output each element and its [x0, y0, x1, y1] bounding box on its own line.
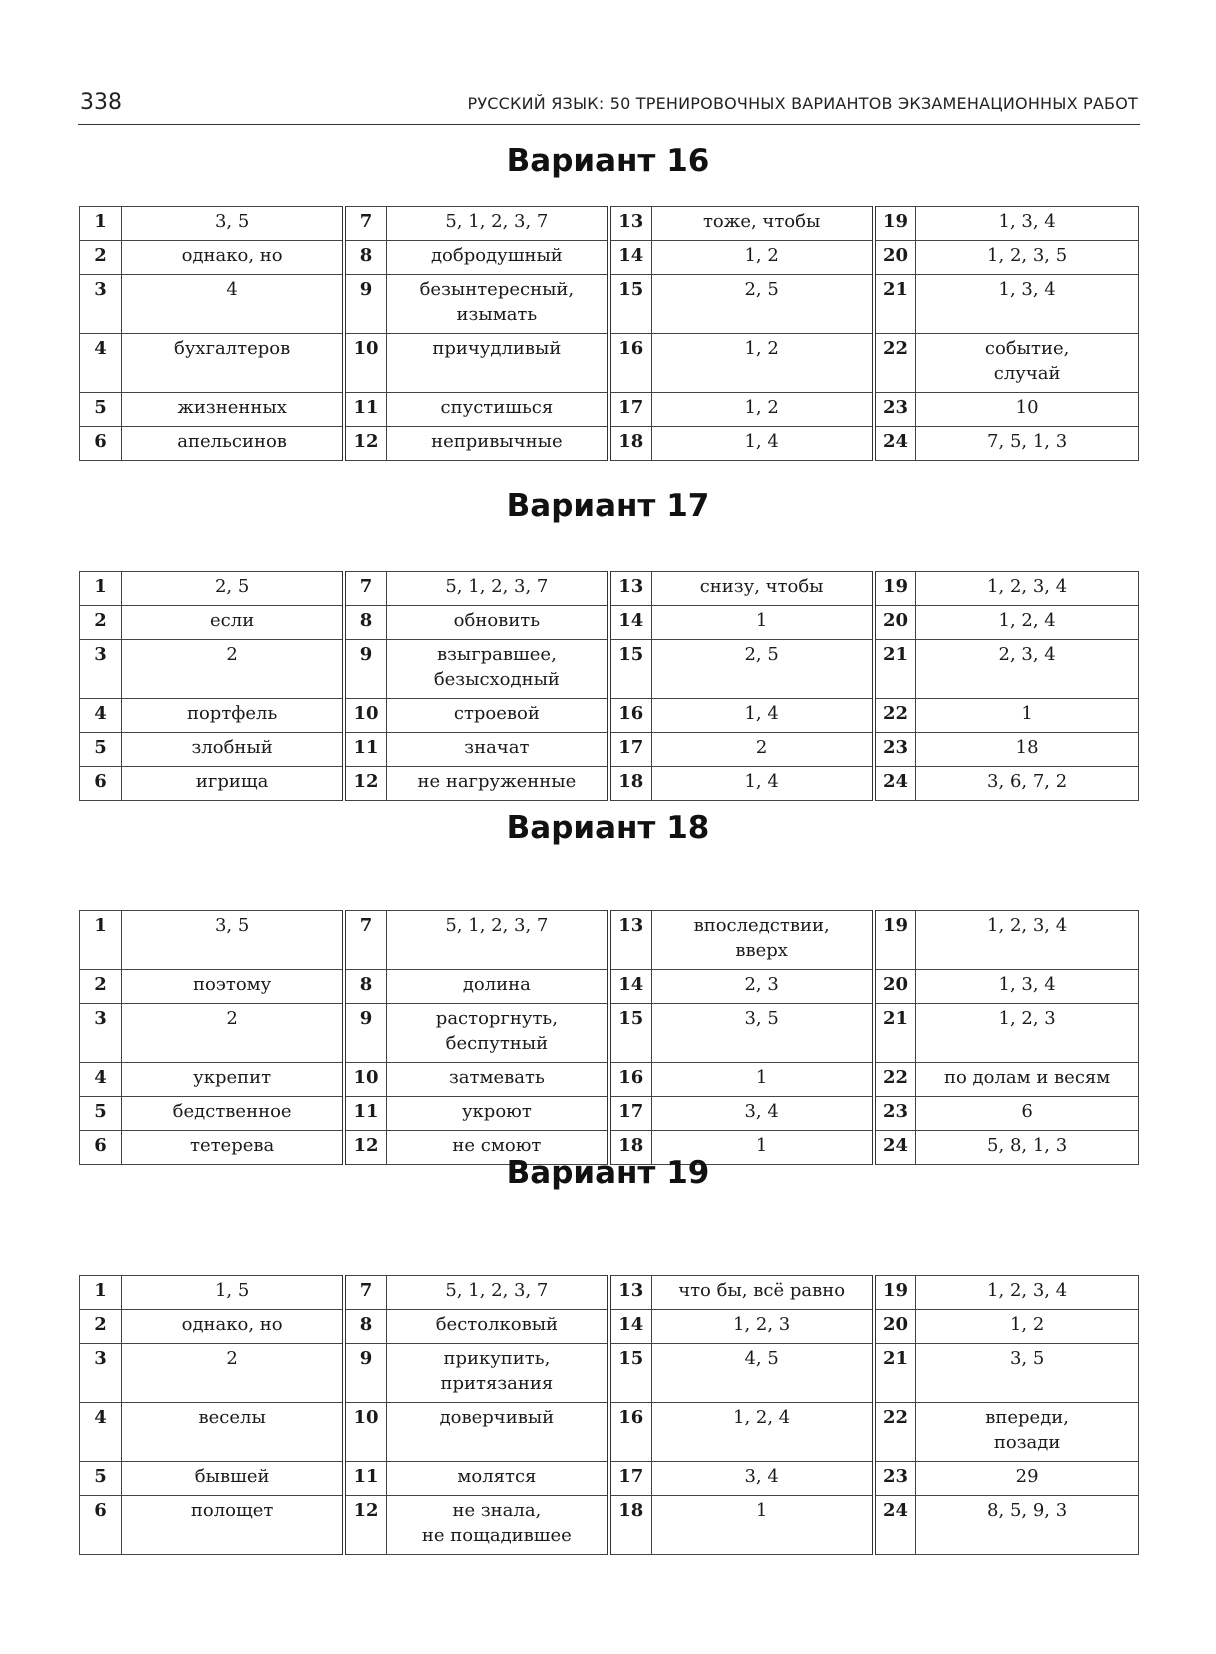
task-answer: злобный [122, 733, 345, 767]
variant-title: Вариант 19 [506, 1155, 710, 1191]
task-answer: 2, 3, 4 [916, 640, 1139, 699]
task-number: 2 [80, 970, 122, 1004]
task-answer: 6 [916, 1097, 1139, 1131]
task-answer: 5, 8, 1, 3 [916, 1131, 1139, 1165]
task-number: 20 [874, 970, 916, 1004]
task-number: 12 [344, 1496, 386, 1555]
task-number: 19 [874, 1276, 916, 1310]
task-answer: укроют [386, 1097, 609, 1131]
task-number: 24 [874, 1131, 916, 1165]
task-answer: 1, 4 [651, 767, 874, 801]
task-number: 5 [80, 393, 122, 427]
table-row [80, 1310, 1139, 1344]
task-number: 14 [609, 241, 651, 275]
table-row [80, 427, 1139, 461]
task-answer: 2 [122, 1344, 345, 1403]
task-answer: взыгравшее, безысходный [386, 640, 609, 699]
task-answer: тоже, чтобы [651, 207, 874, 241]
task-answer: 10 [916, 393, 1139, 427]
task-answer: 1, 2, 3, 4 [916, 911, 1139, 970]
task-number: 19 [874, 207, 916, 241]
task-number: 8 [344, 1310, 386, 1344]
running-title: РУССКИЙ ЯЗЫК: 50 ТРЕНИРОВОЧНЫХ ВАРИАНТОВ ЭКЗАМЕНАЦИОННЫХ РАБОТ [467, 94, 1138, 113]
task-number: 7 [344, 911, 386, 970]
answer-table [79, 910, 1139, 1165]
task-answer: жизненных [122, 393, 345, 427]
task-number: 18 [609, 1131, 651, 1165]
task-number: 7 [344, 572, 386, 606]
task-number: 16 [609, 334, 651, 393]
task-answer: бестолковый [386, 1310, 609, 1344]
table-row [80, 640, 1139, 699]
task-answer: 4 [122, 275, 345, 334]
task-number: 23 [874, 393, 916, 427]
task-number: 15 [609, 1004, 651, 1063]
task-answer: полощет [122, 1496, 345, 1555]
task-answer: 4, 5 [651, 1344, 874, 1403]
task-number: 10 [344, 1063, 386, 1097]
task-answer: 5, 1, 2, 3, 7 [386, 207, 609, 241]
task-answer: 1, 2 [651, 334, 874, 393]
task-answer: веселы [122, 1403, 345, 1462]
task-answer: 1, 3, 4 [916, 207, 1139, 241]
task-number: 14 [609, 970, 651, 1004]
task-answer: 8, 5, 9, 3 [916, 1496, 1139, 1555]
table-row [80, 275, 1139, 334]
task-number: 14 [609, 1310, 651, 1344]
table-row [80, 334, 1139, 393]
variant-title: Вариант 18 [506, 810, 710, 846]
task-number: 19 [874, 572, 916, 606]
task-answer: 1 [651, 1496, 874, 1555]
task-number: 9 [344, 1004, 386, 1063]
task-number: 22 [874, 334, 916, 393]
task-answer: 5, 1, 2, 3, 7 [386, 572, 609, 606]
task-answer: бывшей [122, 1462, 345, 1496]
task-answer: 1 [651, 1131, 874, 1165]
task-number: 17 [609, 1462, 651, 1496]
table-row [80, 207, 1139, 241]
task-answer: 2, 5 [651, 275, 874, 334]
page-header [78, 84, 1140, 125]
task-answer: 5, 1, 2, 3, 7 [386, 911, 609, 970]
task-number: 16 [609, 1063, 651, 1097]
task-answer: укрепит [122, 1063, 345, 1097]
task-number: 15 [609, 1344, 651, 1403]
task-answer: 1, 2, 3 [916, 1004, 1139, 1063]
task-number: 17 [609, 393, 651, 427]
page-number: 338 [80, 90, 122, 115]
task-answer: 3, 6, 7, 2 [916, 767, 1139, 801]
task-number: 19 [874, 911, 916, 970]
task-number: 14 [609, 606, 651, 640]
variant-title: Вариант 16 [506, 143, 710, 179]
variant-title: Вариант 17 [506, 488, 710, 524]
table-row [80, 1004, 1139, 1063]
task-number: 6 [80, 767, 122, 801]
table-row [80, 911, 1139, 970]
answer-table [79, 206, 1139, 461]
task-number: 1 [80, 1276, 122, 1310]
task-answer: поэтому [122, 970, 345, 1004]
task-answer: бухгалтеров [122, 334, 345, 393]
task-answer: снизу, чтобы [651, 572, 874, 606]
table-row [80, 699, 1139, 733]
task-number: 23 [874, 1462, 916, 1496]
task-answer: портфель [122, 699, 345, 733]
task-number: 6 [80, 1496, 122, 1555]
task-number: 5 [80, 733, 122, 767]
answer-table [79, 1275, 1139, 1555]
task-number: 4 [80, 1063, 122, 1097]
task-answer: 3, 5 [122, 911, 345, 970]
task-number: 1 [80, 207, 122, 241]
task-number: 2 [80, 606, 122, 640]
task-number: 2 [80, 241, 122, 275]
task-answer: 3, 4 [651, 1097, 874, 1131]
task-answer: безынтересный, изымать [386, 275, 609, 334]
task-number: 5 [80, 1462, 122, 1496]
table-row [80, 1344, 1139, 1403]
task-number: 18 [609, 1496, 651, 1555]
task-number: 4 [80, 1403, 122, 1462]
task-number: 13 [609, 1276, 651, 1310]
task-number: 21 [874, 1344, 916, 1403]
task-number: 13 [609, 207, 651, 241]
task-answer: по долам и весям [916, 1063, 1139, 1097]
task-answer: строевой [386, 699, 609, 733]
task-answer: 3, 4 [651, 1462, 874, 1496]
task-answer: апельсинов [122, 427, 345, 461]
task-number: 23 [874, 1097, 916, 1131]
task-number: 15 [609, 275, 651, 334]
task-number: 11 [344, 393, 386, 427]
task-answer: 7, 5, 1, 3 [916, 427, 1139, 461]
task-answer: 1, 2 [916, 1310, 1139, 1344]
task-number: 24 [874, 427, 916, 461]
table-row [80, 606, 1139, 640]
task-number: 17 [609, 1097, 651, 1131]
task-answer: 3, 5 [916, 1344, 1139, 1403]
task-number: 22 [874, 699, 916, 733]
task-number: 6 [80, 1131, 122, 1165]
task-answer: 1 [916, 699, 1139, 733]
task-number: 15 [609, 640, 651, 699]
task-answer: если [122, 606, 345, 640]
task-number: 12 [344, 427, 386, 461]
task-answer: прикупить, притязания [386, 1344, 609, 1403]
task-number: 11 [344, 1462, 386, 1496]
table-row [80, 393, 1139, 427]
table-row [80, 733, 1139, 767]
task-number: 9 [344, 640, 386, 699]
task-number: 1 [80, 572, 122, 606]
task-number: 13 [609, 572, 651, 606]
task-answer: 1, 2, 4 [916, 606, 1139, 640]
task-number: 8 [344, 606, 386, 640]
task-answer: 2 [651, 733, 874, 767]
task-answer: молятся [386, 1462, 609, 1496]
task-answer: 1, 3, 4 [916, 970, 1139, 1004]
task-number: 12 [344, 767, 386, 801]
task-answer: событие, случай [916, 334, 1139, 393]
task-answer: 18 [916, 733, 1139, 767]
task-number: 16 [609, 699, 651, 733]
task-answer: расторгнуть, беспутный [386, 1004, 609, 1063]
task-answer: обновить [386, 606, 609, 640]
task-number: 21 [874, 1004, 916, 1063]
task-number: 3 [80, 1004, 122, 1063]
answer-table [79, 571, 1139, 801]
task-answer: впоследствии, вверх [651, 911, 874, 970]
task-answer: однако, но [122, 241, 345, 275]
task-number: 9 [344, 275, 386, 334]
task-answer: тетерева [122, 1131, 345, 1165]
task-number: 6 [80, 427, 122, 461]
task-number: 2 [80, 1310, 122, 1344]
task-number: 22 [874, 1063, 916, 1097]
task-number: 10 [344, 334, 386, 393]
task-number: 18 [609, 427, 651, 461]
task-answer: однако, но [122, 1310, 345, 1344]
task-answer: добродушный [386, 241, 609, 275]
task-answer: 1, 3, 4 [916, 275, 1139, 334]
task-answer: 2 [122, 640, 345, 699]
task-answer: 3, 5 [651, 1004, 874, 1063]
task-answer: значат [386, 733, 609, 767]
task-answer: 1, 2, 4 [651, 1403, 874, 1462]
table-row [80, 572, 1139, 606]
table-row [80, 970, 1139, 1004]
table-row [80, 767, 1139, 801]
task-answer: игрища [122, 767, 345, 801]
task-number: 12 [344, 1131, 386, 1165]
task-answer: 1 [651, 1063, 874, 1097]
task-number: 11 [344, 1097, 386, 1131]
task-answer: 1, 2, 3, 4 [916, 1276, 1139, 1310]
task-answer: 3, 5 [122, 207, 345, 241]
table-row [80, 1462, 1139, 1496]
task-answer: 1, 5 [122, 1276, 345, 1310]
task-number: 4 [80, 334, 122, 393]
table-row [80, 241, 1139, 275]
task-answer: 1, 2, 3 [651, 1310, 874, 1344]
task-number: 20 [874, 606, 916, 640]
task-answer: 2 [122, 1004, 345, 1063]
task-number: 3 [80, 1344, 122, 1403]
task-number: 21 [874, 640, 916, 699]
task-number: 5 [80, 1097, 122, 1131]
table-row [80, 1496, 1139, 1555]
task-number: 3 [80, 640, 122, 699]
task-number: 7 [344, 207, 386, 241]
task-answer: не смоют [386, 1131, 609, 1165]
task-answer: 1, 2, 3, 5 [916, 241, 1139, 275]
table-row [80, 1097, 1139, 1131]
task-answer: долина [386, 970, 609, 1004]
task-number: 13 [609, 911, 651, 970]
task-number: 17 [609, 733, 651, 767]
task-answer: 1, 4 [651, 427, 874, 461]
task-answer: непривычные [386, 427, 609, 461]
task-number: 7 [344, 1276, 386, 1310]
task-number: 4 [80, 699, 122, 733]
task-number: 23 [874, 733, 916, 767]
task-number: 22 [874, 1403, 916, 1462]
table-row [80, 1403, 1139, 1462]
task-answer: 2, 5 [651, 640, 874, 699]
task-answer: затмевать [386, 1063, 609, 1097]
task-number: 8 [344, 241, 386, 275]
task-number: 11 [344, 733, 386, 767]
task-answer: бедственное [122, 1097, 345, 1131]
task-answer: причудливый [386, 334, 609, 393]
task-number: 10 [344, 699, 386, 733]
task-number: 24 [874, 1496, 916, 1555]
task-answer: 29 [916, 1462, 1139, 1496]
table-row [80, 1063, 1139, 1097]
task-answer: что бы, всё равно [651, 1276, 874, 1310]
task-answer: 1 [651, 606, 874, 640]
task-number: 18 [609, 767, 651, 801]
task-answer: 1, 2 [651, 241, 874, 275]
task-answer: не знала, не пощадившее [386, 1496, 609, 1555]
task-answer: не нагруженные [386, 767, 609, 801]
task-answer: 1, 2 [651, 393, 874, 427]
task-answer: 5, 1, 2, 3, 7 [386, 1276, 609, 1310]
task-number: 21 [874, 275, 916, 334]
task-answer: 1, 2, 3, 4 [916, 572, 1139, 606]
task-number: 10 [344, 1403, 386, 1462]
task-number: 24 [874, 767, 916, 801]
task-number: 3 [80, 275, 122, 334]
table-row [80, 1276, 1139, 1310]
task-number: 1 [80, 911, 122, 970]
task-answer: спустишься [386, 393, 609, 427]
task-number: 20 [874, 241, 916, 275]
task-answer: 2, 5 [122, 572, 345, 606]
task-answer: впереди, позади [916, 1403, 1139, 1462]
task-answer: 2, 3 [651, 970, 874, 1004]
task-answer: доверчивый [386, 1403, 609, 1462]
task-number: 16 [609, 1403, 651, 1462]
task-number: 20 [874, 1310, 916, 1344]
task-answer: 1, 4 [651, 699, 874, 733]
task-number: 8 [344, 970, 386, 1004]
task-number: 9 [344, 1344, 386, 1403]
